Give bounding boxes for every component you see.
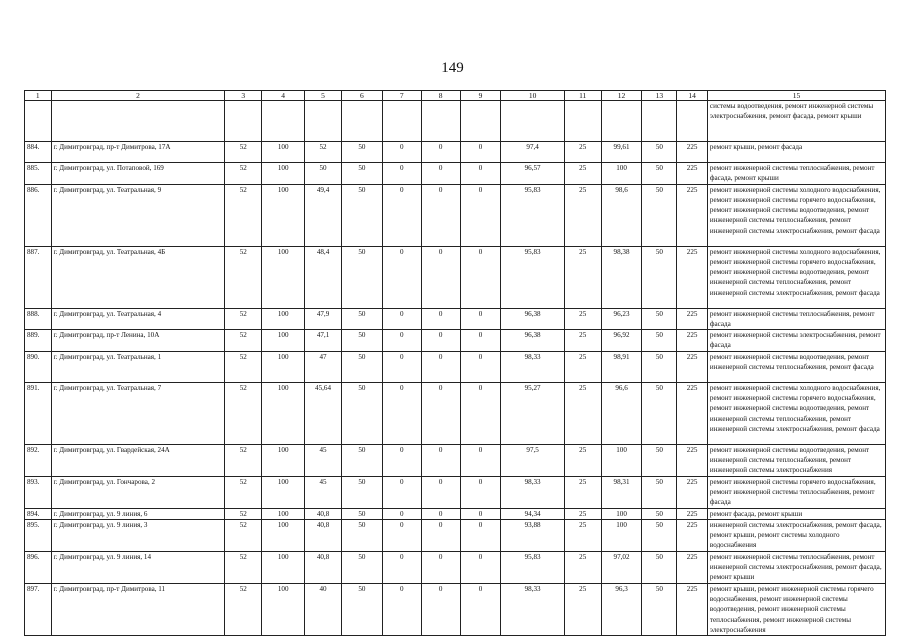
address: г. Димитровград, пр-т Димитрова, 11 [51,583,225,635]
row-number: 886. [25,184,52,246]
continuation-row [25,101,886,142]
cell-c13: 50 [642,583,677,635]
cell-c6: 50 [341,508,382,519]
cell-c13: 50 [642,184,677,246]
cell-c14: 225 [677,163,708,185]
cell-c8: 0 [421,330,460,352]
cell-c8: 0 [421,583,460,635]
cell-c4: 100 [262,583,305,635]
cell-c5: 40 [305,583,342,635]
cell-c3: 52 [225,583,262,635]
cell-c9: 0 [460,508,501,519]
work-description: ремонт инженерной системы теплоснабжения, ремонт фасада [707,308,885,330]
cell-c6: 50 [341,444,382,476]
row-number: 894. [25,508,52,519]
cell-c9: 0 [460,519,501,551]
cell-c12: 97,02 [601,551,642,583]
column-index-row [25,91,886,101]
cell-c3: 52 [225,308,262,330]
cell-c7: 0 [382,246,421,308]
cell-c5: 48,4 [305,246,342,308]
work-description: ремонт инженерной системы теплоснабжения, ремонт инженерной системы электроснабжения, ремонт фасада, ремонт крыши [707,551,885,583]
cell-c6: 50 [341,382,382,444]
cell-c9: 0 [460,382,501,444]
cell-c12: 99,61 [601,142,642,163]
cell-c5: 47,1 [305,330,342,352]
cell-c4: 100 [262,551,305,583]
work-description: ремонт фасада, ремонт крыши [707,508,885,519]
work-description: инженерной системы электроснабжения, ремонт фасада, ремонт крыши, ремонт системы холодного водоснабжения [707,519,885,551]
cell-c10: 95,83 [501,184,564,246]
address: г. Димитровград, ул. Театральная, 4Б [51,246,225,308]
cell-c4: 100 [262,519,305,551]
cell-c8: 0 [421,476,460,508]
address: г. Димитровград, ул. Потаповой, 169 [51,163,225,185]
cell-c3: 52 [225,142,262,163]
address: г. Димитровград, ул. Театральная, 4 [51,308,225,330]
cell-c4: 100 [262,476,305,508]
cell-c13: 50 [642,476,677,508]
cell-c7: 0 [382,444,421,476]
cell-c12: 96,6 [601,382,642,444]
cell-c13: 50 [642,163,677,185]
cell-c12: 100 [601,519,642,551]
address: г. Димитровград, пр-т Ленина, 10А [51,330,225,352]
cell-c3: 52 [225,519,262,551]
cell-c14: 225 [677,583,708,635]
table-row [25,163,886,185]
cell-c6: 50 [341,551,382,583]
cell-c7: 0 [382,508,421,519]
col-header: 3 [225,91,262,101]
table-row [25,308,886,330]
cell-c5: 45 [305,476,342,508]
cell-c5: 45,64 [305,382,342,444]
cell-c14: 225 [677,184,708,246]
cell-c8: 0 [421,508,460,519]
repair-program-table [24,90,886,636]
cell-c9: 0 [460,476,501,508]
cell-c4: 100 [262,142,305,163]
address: г. Димитровград, ул. Театральная, 7 [51,382,225,444]
cell-c14: 225 [677,508,708,519]
table-row [25,330,886,352]
cell-c7: 0 [382,330,421,352]
cell-c4: 100 [262,308,305,330]
cell-c13: 50 [642,551,677,583]
cell-c14: 225 [677,519,708,551]
cell-c13: 50 [642,508,677,519]
col-header: 7 [382,91,421,101]
cell-c10: 96,38 [501,308,564,330]
cell-c6: 50 [341,330,382,352]
cell-c11: 25 [564,184,601,246]
cell-c7: 0 [382,382,421,444]
cell-c12: 96,23 [601,308,642,330]
address: г. Димитровград, ул. Театральная, 1 [51,351,225,382]
cell-c14: 225 [677,142,708,163]
cell-c11: 25 [564,444,601,476]
col-header: 6 [341,91,382,101]
row-number: 888. [25,308,52,330]
cell-c7: 0 [382,142,421,163]
cell-c14: 225 [677,330,708,352]
cell-c12: 100 [601,508,642,519]
cell-c10: 97,5 [501,444,564,476]
cell-c3: 52 [225,246,262,308]
cell-c10: 98,33 [501,476,564,508]
cell-c12: 98,31 [601,476,642,508]
cell-c8: 0 [421,351,460,382]
cell-c14: 225 [677,551,708,583]
address: г. Димитровград, ул. 9 линия, 6 [51,508,225,519]
cell-c6: 50 [341,142,382,163]
work-description: ремонт крыши, ремонт фасада [707,142,885,163]
cell-c4: 100 [262,444,305,476]
cell-c9: 0 [460,444,501,476]
cell-c11: 25 [564,246,601,308]
col-header: 12 [601,91,642,101]
cell-c4: 100 [262,184,305,246]
cell-c13: 50 [642,351,677,382]
col-header: 8 [421,91,460,101]
table-row [25,508,886,519]
row-number: 890. [25,351,52,382]
cell-c8: 0 [421,308,460,330]
cell-c5: 49,4 [305,184,342,246]
col-header: 15 [707,91,885,101]
cell-c5: 47 [305,351,342,382]
cell-c10: 98,33 [501,583,564,635]
row-number: 895. [25,519,52,551]
row-number: 892. [25,444,52,476]
work-description: ремонт инженерной системы холодного водоснабжения, ремонт инженерной системы горячего водоснабжения, ремонт инженерной системы водоотведения, ремонт инженерной системы теплоснабжения, ремонт инженерной системы электроснабжения, ремонт фасада [707,246,885,308]
work-description: ремонт крыши, ремонт инженерной системы горячего водоснабжения, ремонт инженерной системы водоотведения, ремонт инженерной системы теплоснабжения, ремонт инженерной системы электроснабжения [707,583,885,635]
cell-c12: 98,6 [601,184,642,246]
work-description: системы водоотведения, ремонт инженерной системы электроснабжения, ремонт фасада, ремонт крыши [707,101,885,142]
cell-c10: 95,27 [501,382,564,444]
cell-c10: 96,57 [501,163,564,185]
col-header: 13 [642,91,677,101]
cell-c7: 0 [382,551,421,583]
cell-c11: 25 [564,382,601,444]
cell-c6: 50 [341,163,382,185]
cell-c11: 25 [564,508,601,519]
cell-c12: 98,91 [601,351,642,382]
cell-c10: 98,33 [501,351,564,382]
col-header: 10 [501,91,564,101]
cell-c3: 52 [225,351,262,382]
cell-c3: 52 [225,163,262,185]
cell-c13: 50 [642,330,677,352]
work-description: ремонт инженерной системы холодного водоснабжения, ремонт инженерной системы горячего водоснабжения, ремонт инженерной системы водоотведения, ремонт инженерной системы теплоснабжения, ремонт инженерной системы электроснабжения, ремонт фасада [707,184,885,246]
cell-c3: 52 [225,476,262,508]
row-number: 889. [25,330,52,352]
cell-c6: 50 [341,519,382,551]
cell-c3: 52 [225,382,262,444]
cell-c3: 52 [225,330,262,352]
cell-c14: 225 [677,476,708,508]
cell-c3: 52 [225,551,262,583]
cell-c7: 0 [382,351,421,382]
cell-c6: 50 [341,476,382,508]
cell-c11: 25 [564,519,601,551]
cell-c10: 95,83 [501,551,564,583]
cell-c9: 0 [460,246,501,308]
cell-c14: 225 [677,308,708,330]
cell-c5: 45 [305,444,342,476]
col-header: 4 [262,91,305,101]
work-description: ремонт инженерной системы холодного водоснабжения, ремонт инженерной системы горячего водоснабжения, ремонт инженерной системы водоотведения, ремонт инженерной системы теплоснабжения, ремонт инженерной системы электроснабжения, ремонт фасада [707,382,885,444]
cell-c14: 225 [677,351,708,382]
cell-c3: 52 [225,508,262,519]
cell-c4: 100 [262,382,305,444]
cell-c4: 100 [262,330,305,352]
cell-c9: 0 [460,142,501,163]
col-header: 9 [460,91,501,101]
cell-c5: 40,8 [305,519,342,551]
address: г. Димитровград, ул. Театральная, 9 [51,184,225,246]
cell-c3: 52 [225,184,262,246]
cell-c5: 52 [305,142,342,163]
cell-c11: 25 [564,551,601,583]
cell-c14: 225 [677,246,708,308]
table-row [25,444,886,476]
cell-c5: 47,9 [305,308,342,330]
cell-c5: 50 [305,163,342,185]
cell-c8: 0 [421,184,460,246]
address: г. Димитровград, ул. 9 линия, 3 [51,519,225,551]
cell-c10: 95,83 [501,246,564,308]
cell-c9: 0 [460,351,501,382]
cell-c4: 100 [262,351,305,382]
cell-c14: 225 [677,382,708,444]
address: г. Димитровград, пр-т Димитрова, 17А [51,142,225,163]
cell-c6: 50 [341,184,382,246]
table-row [25,519,886,551]
col-header: 11 [564,91,601,101]
cell-c7: 0 [382,308,421,330]
cell-c13: 50 [642,519,677,551]
cell-c13: 50 [642,246,677,308]
cell-c3: 52 [225,444,262,476]
cell-c12: 96,92 [601,330,642,352]
col-header: 1 [25,91,52,101]
cell-c8: 0 [421,551,460,583]
address: г. Димитровград, ул. 9 линия, 14 [51,551,225,583]
cell-c11: 25 [564,476,601,508]
col-header: 14 [677,91,708,101]
cell-c5: 40,8 [305,551,342,583]
table-row [25,142,886,163]
cell-c9: 0 [460,163,501,185]
cell-c11: 25 [564,351,601,382]
cell-c7: 0 [382,519,421,551]
cell-c4: 100 [262,163,305,185]
row-number: 891. [25,382,52,444]
cell-c10: 96,38 [501,330,564,352]
row-number: 884. [25,142,52,163]
row-number: 887. [25,246,52,308]
cell-c11: 25 [564,308,601,330]
table-row [25,184,886,246]
table-row [25,351,886,382]
work-description: ремонт инженерной системы водоотведения, ремонт инженерной системы теплоснабжения, ремонт фасада [707,351,885,382]
cell-c6: 50 [341,246,382,308]
cell-c11: 25 [564,583,601,635]
cell-c8: 0 [421,444,460,476]
row-number: 885. [25,163,52,185]
col-header: 2 [51,91,225,101]
cell-c6: 50 [341,583,382,635]
cell-c8: 0 [421,246,460,308]
cell-c7: 0 [382,163,421,185]
cell-c12: 98,38 [601,246,642,308]
cell-c4: 100 [262,508,305,519]
work-description: ремонт инженерной системы электроснабжения, ремонт фасада [707,330,885,352]
row-number: 897. [25,583,52,635]
cell-c8: 0 [421,142,460,163]
work-description: ремонт инженерной системы горячего водоснабжения, ремонт инженерной системы теплоснабжения, ремонт фасада [707,476,885,508]
cell-c9: 0 [460,583,501,635]
cell-c9: 0 [460,184,501,246]
cell-c9: 0 [460,308,501,330]
table-row [25,583,886,635]
table-row [25,551,886,583]
cell-c6: 50 [341,351,382,382]
cell-c9: 0 [460,330,501,352]
cell-c11: 25 [564,163,601,185]
cell-c12: 100 [601,444,642,476]
cell-c8: 0 [421,519,460,551]
cell-c4: 100 [262,246,305,308]
cell-c13: 50 [642,308,677,330]
cell-c9: 0 [460,551,501,583]
cell-c10: 97,4 [501,142,564,163]
cell-c5: 40,8 [305,508,342,519]
table-row [25,246,886,308]
cell-c11: 25 [564,142,601,163]
col-header: 5 [305,91,342,101]
cell-c7: 0 [382,476,421,508]
cell-c13: 50 [642,444,677,476]
row-number: 893. [25,476,52,508]
work-description: ремонт инженерной системы водоотведения, ремонт инженерной системы теплоснабжения, ремонт инженерной системы электроснабжения [707,444,885,476]
cell-c13: 50 [642,382,677,444]
cell-c8: 0 [421,382,460,444]
cell-c14: 225 [677,444,708,476]
cell-c7: 0 [382,184,421,246]
row-number: 896. [25,551,52,583]
cell-c13: 50 [642,142,677,163]
cell-c8: 0 [421,163,460,185]
cell-c7: 0 [382,583,421,635]
cell-c6: 50 [341,308,382,330]
table-row [25,382,886,444]
cell-c12: 96,3 [601,583,642,635]
work-description: ремонт инженерной системы теплоснабжения, ремонт фасада, ремонт крыши [707,163,885,185]
table-row [25,476,886,508]
cell-c10: 94,34 [501,508,564,519]
address: г. Димитровград, ул. Гвардейская, 24А [51,444,225,476]
page-number: 149 [441,60,464,76]
cell-c10: 93,88 [501,519,564,551]
cell-c12: 100 [601,163,642,185]
address: г. Димитровград, ул. Гончарова, 2 [51,476,225,508]
cell-c11: 25 [564,330,601,352]
